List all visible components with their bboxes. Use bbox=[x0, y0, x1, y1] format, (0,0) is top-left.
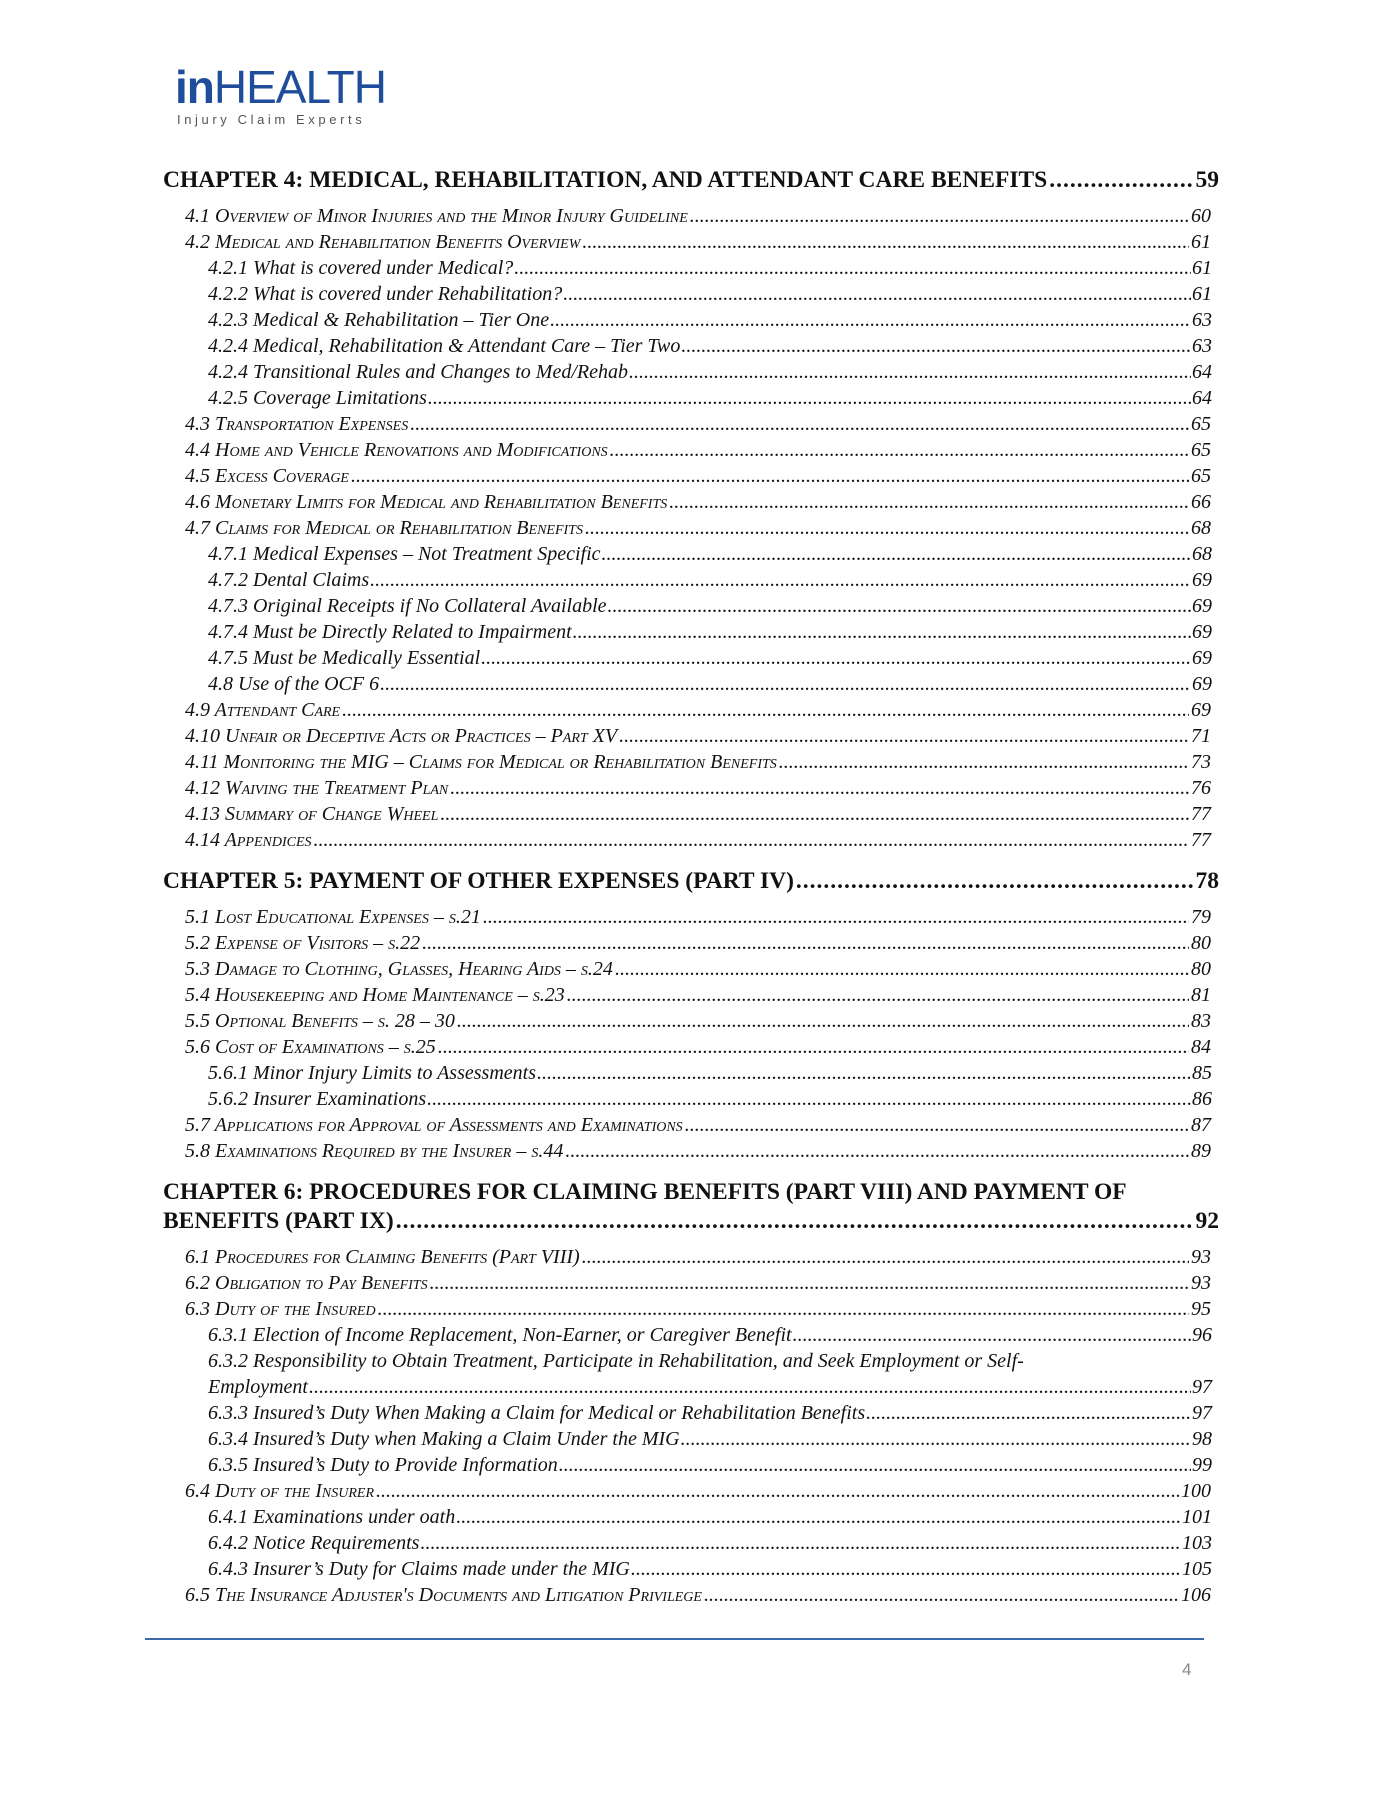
chapter-page: 59 bbox=[1195, 167, 1219, 193]
dot-leader bbox=[342, 697, 1189, 723]
toc-entry[interactable] bbox=[208, 567, 1212, 593]
toc-entry-text: 5.6.1 Minor Injury Limits to Assessments bbox=[208, 1062, 536, 1084]
toc-entry-text: 4.8 Use of the OCF 6 bbox=[208, 673, 380, 695]
toc-entry-page: 79 bbox=[1191, 906, 1211, 928]
toc-entry-text: 6.3 Duty of the Insured bbox=[185, 1298, 376, 1320]
toc-entry-page: 63 bbox=[1192, 309, 1212, 331]
toc-entry[interactable] bbox=[208, 333, 1212, 359]
toc-entry-page: 68 bbox=[1191, 517, 1211, 539]
toc-entry-text: 6.2 Obligation to Pay Benefits bbox=[185, 1272, 428, 1294]
toc-entry-text: 6.3.5 Insured’s Duty to Provide Information bbox=[208, 1454, 558, 1476]
dot-leader bbox=[685, 1112, 1189, 1138]
dot-leader bbox=[428, 385, 1191, 411]
toc-entry-page: 65 bbox=[1191, 413, 1211, 435]
toc-entry-page: 86 bbox=[1192, 1088, 1212, 1110]
dot-leader bbox=[582, 1244, 1189, 1270]
toc-entry-text: 4.3 Transportation Expenses bbox=[185, 413, 409, 435]
dot-leader bbox=[430, 1270, 1189, 1296]
toc-entry[interactable] bbox=[208, 1504, 1212, 1530]
dot-leader bbox=[779, 749, 1189, 775]
toc-entry-text: 4.2 Medical and Rehabilitation Benefits Overview bbox=[185, 231, 581, 253]
toc-entry-text: 4.2.3 Medical & Rehabilitation – Tier One bbox=[208, 309, 550, 331]
toc-entry[interactable] bbox=[208, 619, 1212, 645]
dot-leader bbox=[629, 359, 1191, 385]
toc-entry-text: 4.7.3 Original Receipts if No Collateral Available bbox=[208, 595, 607, 617]
toc-entry[interactable] bbox=[185, 203, 1211, 229]
toc-entry[interactable] bbox=[185, 463, 1211, 489]
toc-entry[interactable] bbox=[185, 489, 1211, 515]
toc-entry-page: 83 bbox=[1191, 1010, 1211, 1032]
toc-entry[interactable] bbox=[208, 541, 1212, 567]
logo-health: HEALTH bbox=[213, 61, 386, 113]
toc-entry-page: 97 bbox=[1192, 1402, 1212, 1424]
toc-entry[interactable] bbox=[185, 930, 1211, 956]
toc-entry[interactable] bbox=[185, 801, 1211, 827]
dot-leader bbox=[704, 1582, 1179, 1608]
toc-entry-text: 4.10 Unfair or Deceptive Acts or Practices – Part XV bbox=[185, 725, 618, 747]
toc-entry-page: 68 bbox=[1192, 543, 1212, 565]
toc-entry-page: 77 bbox=[1191, 803, 1211, 825]
dot-leader bbox=[585, 515, 1189, 541]
toc-entry[interactable] bbox=[185, 1112, 1211, 1138]
toc-entry[interactable] bbox=[208, 1348, 1212, 1400]
dot-leader bbox=[380, 671, 1191, 697]
dot-leader bbox=[582, 229, 1189, 255]
chapter-title: CHAPTER 4: MEDICAL, REHABILITATION, AND ATTENDANT CARE BENEFITS bbox=[163, 167, 1048, 193]
toc-entry[interactable] bbox=[185, 1008, 1211, 1034]
toc-entry-text: 5.8 Examinations Required by the Insurer – s.44 bbox=[185, 1140, 564, 1162]
toc-entry-text: 5.2 Expense of Visitors – s.22 bbox=[185, 932, 421, 954]
dot-leader bbox=[396, 1207, 1194, 1236]
toc-entry[interactable] bbox=[208, 1400, 1212, 1426]
toc-entry-text: 5.1 Lost Educational Expenses – s.21 bbox=[185, 906, 481, 928]
chapter-heading[interactable] bbox=[163, 867, 1219, 896]
toc-entry-page: 95 bbox=[1191, 1298, 1211, 1320]
toc-entry-page: 69 bbox=[1192, 673, 1212, 695]
toc-entry-text: 6.3.3 Insured’s Duty When Making a Claim for Medical or Rehabilitation Benefits bbox=[208, 1402, 866, 1424]
dot-leader bbox=[309, 1374, 1191, 1400]
toc-entry[interactable] bbox=[185, 1138, 1211, 1164]
toc-entry-text: 5.6 Cost of Examinations – s.25 bbox=[185, 1036, 436, 1058]
toc-entry-text: 4.13 Summary of Change Wheel bbox=[185, 803, 439, 825]
toc-entry[interactable] bbox=[185, 1034, 1211, 1060]
toc-entry-text: 6.3.1 Election of Income Replacement, Non-Earner, or Caregiver Benefit bbox=[208, 1324, 792, 1346]
toc-entry[interactable] bbox=[185, 1478, 1211, 1504]
toc-entry[interactable] bbox=[208, 671, 1212, 697]
toc-entry-page: 106 bbox=[1181, 1584, 1211, 1606]
dot-leader bbox=[514, 255, 1191, 281]
toc-entry-text: 6.1 Procedures for Claiming Benefits (Part VIII) bbox=[185, 1246, 580, 1268]
toc-entry[interactable] bbox=[208, 255, 1212, 281]
dot-leader bbox=[631, 1556, 1181, 1582]
dot-leader bbox=[793, 1322, 1191, 1348]
toc-entry-text: 4.7.2 Dental Claims bbox=[208, 569, 370, 591]
toc-entry-text: 4.2.2 What is covered under Rehabilitation? bbox=[208, 283, 563, 305]
toc-entry-page: 64 bbox=[1192, 387, 1212, 409]
footer-rule bbox=[145, 1638, 1204, 1640]
toc-entry-text: 4.2.1 What is covered under Medical? bbox=[208, 257, 514, 279]
toc-entry-page: 97 bbox=[1192, 1376, 1212, 1398]
logo-wordmark bbox=[175, 61, 386, 113]
toc-entry-page: 69 bbox=[1191, 699, 1211, 721]
toc-entry-text: 5.5 Optional Benefits – s. 28 – 30 bbox=[185, 1010, 455, 1032]
chapter-title: BENEFITS (PART IX) bbox=[163, 1208, 394, 1234]
toc-entry-page: 81 bbox=[1191, 984, 1211, 1006]
toc-entry-page: 61 bbox=[1192, 257, 1212, 279]
dot-leader bbox=[681, 333, 1191, 359]
logo-tagline: Injury Claim Experts bbox=[177, 112, 366, 127]
table-of-contents bbox=[163, 160, 1219, 1608]
toc-entry[interactable] bbox=[185, 827, 1211, 853]
inhealth-logo bbox=[175, 61, 386, 127]
chapter-heading[interactable] bbox=[163, 166, 1219, 195]
toc-entry[interactable] bbox=[185, 723, 1211, 749]
toc-entry[interactable] bbox=[185, 749, 1211, 775]
dot-leader bbox=[376, 1478, 1179, 1504]
toc-entry[interactable] bbox=[208, 385, 1212, 411]
toc-entry-text: 4.6 Monetary Limits for Medical and Rehabilitation Benefits bbox=[185, 491, 668, 513]
toc-entry-page: 101 bbox=[1182, 1506, 1212, 1528]
toc-entry[interactable] bbox=[208, 359, 1212, 385]
toc-entry-page: 63 bbox=[1192, 335, 1212, 357]
toc-entry-text: 6.4.2 Notice Requirements bbox=[208, 1532, 420, 1554]
toc-entry-page: 89 bbox=[1191, 1140, 1211, 1162]
toc-entry[interactable] bbox=[185, 697, 1211, 723]
toc-entry-text: 4.2.4 Transitional Rules and Changes to Med/Rehab bbox=[208, 361, 628, 383]
dot-leader bbox=[619, 723, 1189, 749]
toc-entry-page: 105 bbox=[1182, 1558, 1212, 1580]
dot-leader bbox=[690, 203, 1189, 229]
toc-entry-text: 4.2.5 Coverage Limitations bbox=[208, 387, 427, 409]
toc-entry-page: 69 bbox=[1192, 621, 1212, 643]
dot-leader bbox=[422, 930, 1189, 956]
dot-leader bbox=[438, 1034, 1189, 1060]
toc-entry[interactable] bbox=[185, 904, 1211, 930]
dot-leader bbox=[1049, 166, 1193, 195]
toc-entry-text: 6.4 Duty of the Insurer bbox=[185, 1480, 374, 1502]
dot-leader bbox=[378, 1296, 1189, 1322]
dot-leader bbox=[370, 567, 1191, 593]
toc-entry-text: 5.3 Damage to Clothing, Glasses, Hearing Aids – s.24 bbox=[185, 958, 613, 980]
toc-entry-text: 4.11 Monitoring the MIG – Claims for Medical or Rehabilitation Benefits bbox=[185, 751, 777, 773]
toc-entry-page: 103 bbox=[1182, 1532, 1212, 1554]
dot-leader bbox=[669, 489, 1189, 515]
toc-entry-text: 4.7 Claims for Medical or Rehabilitation Benefits bbox=[185, 517, 583, 539]
toc-entry-page: 96 bbox=[1192, 1324, 1212, 1346]
toc-entry-text: 5.7 Applications for Approval of Assessments and Examinations bbox=[185, 1114, 683, 1136]
dot-leader bbox=[610, 437, 1189, 463]
toc-entry-page: 80 bbox=[1191, 932, 1211, 954]
toc-entry[interactable] bbox=[208, 1426, 1212, 1452]
toc-entry[interactable] bbox=[208, 281, 1212, 307]
toc-entry-text: 4.7.5 Must be Medically Essential bbox=[208, 647, 481, 669]
toc-entry-page: 65 bbox=[1191, 439, 1211, 461]
toc-entry[interactable] bbox=[208, 1322, 1212, 1348]
toc-entry[interactable] bbox=[185, 1582, 1211, 1608]
toc-entry[interactable] bbox=[208, 1086, 1212, 1112]
toc-entry-text: 4.9 Attendant Care bbox=[185, 699, 341, 721]
chapter-title-line1: CHAPTER 6: PROCEDURES FOR CLAIMING BENEFITS (PART VIII) AND PAYMENT OF bbox=[163, 1179, 1127, 1205]
dot-leader bbox=[866, 1400, 1191, 1426]
toc-entry-text-line1: 6.3.2 Responsibility to Obtain Treatment, Participate in Rehabilitation, and Seek Employment or Self- bbox=[208, 1350, 1024, 1372]
dot-leader bbox=[420, 1530, 1181, 1556]
toc-entry-text: 4.5 Excess Coverage bbox=[185, 465, 349, 487]
toc-entry-page: 100 bbox=[1181, 1480, 1211, 1502]
toc-entry-text: Employment bbox=[208, 1376, 308, 1398]
toc-entry-page: 77 bbox=[1191, 829, 1211, 851]
toc-entry-page: 61 bbox=[1191, 231, 1211, 253]
toc-entry-text: 4.4 Home and Vehicle Renovations and Modifications bbox=[185, 439, 608, 461]
toc-entry-text: 6.5 The Insurance Adjuster's Documents and Litigation Privilege bbox=[185, 1584, 702, 1606]
dot-leader bbox=[483, 904, 1189, 930]
toc-entry-page: 87 bbox=[1191, 1114, 1211, 1136]
toc-entry[interactable] bbox=[185, 1270, 1211, 1296]
toc-entry[interactable] bbox=[185, 982, 1211, 1008]
toc-entry[interactable] bbox=[208, 593, 1212, 619]
toc-entry-page: 99 bbox=[1192, 1454, 1212, 1476]
toc-entry-page: 69 bbox=[1192, 595, 1212, 617]
toc-entry-page: 93 bbox=[1191, 1272, 1211, 1294]
toc-entry[interactable] bbox=[185, 411, 1211, 437]
toc-entry[interactable] bbox=[185, 775, 1211, 801]
dot-leader bbox=[450, 775, 1189, 801]
toc-entry[interactable] bbox=[185, 1296, 1211, 1322]
toc-entry-text: 4.7.1 Medical Expenses – Not Treatment Specific bbox=[208, 543, 601, 565]
toc-entry[interactable] bbox=[208, 1452, 1212, 1478]
toc-entry-page: 60 bbox=[1191, 205, 1211, 227]
dot-leader bbox=[481, 645, 1191, 671]
dot-leader bbox=[314, 827, 1189, 853]
toc-entry[interactable] bbox=[185, 229, 1211, 255]
dot-leader bbox=[563, 281, 1191, 307]
toc-entry-page: 71 bbox=[1191, 725, 1211, 747]
toc-entry-text: 4.14 Appendices bbox=[185, 829, 312, 851]
toc-entry-page: 85 bbox=[1192, 1062, 1212, 1084]
dot-leader bbox=[457, 1008, 1189, 1034]
chapter-title: CHAPTER 5: PAYMENT OF OTHER EXPENSES (PART IV) bbox=[163, 868, 794, 894]
toc-entry-text: 4.1 Overview of Minor Injuries and the Minor Injury Guideline bbox=[185, 205, 688, 227]
toc-entry-page: 84 bbox=[1191, 1036, 1211, 1058]
toc-entry-page: 73 bbox=[1191, 751, 1211, 773]
dot-leader bbox=[602, 541, 1191, 567]
page-number: 4 bbox=[1182, 1660, 1192, 1679]
dot-leader bbox=[615, 956, 1189, 982]
dot-leader bbox=[456, 1504, 1181, 1530]
toc-entry-page: 93 bbox=[1191, 1246, 1211, 1268]
toc-entry-page: 65 bbox=[1191, 465, 1211, 487]
toc-entry-text: 6.4.1 Examinations under oath bbox=[208, 1506, 456, 1528]
toc-entry-page: 98 bbox=[1192, 1428, 1212, 1450]
toc-entry[interactable] bbox=[208, 1556, 1212, 1582]
chapter-page: 78 bbox=[1195, 868, 1219, 894]
toc-entry-page: 80 bbox=[1191, 958, 1211, 980]
toc-entry[interactable] bbox=[185, 437, 1211, 463]
toc-entry[interactable] bbox=[208, 1060, 1212, 1086]
toc-entry-text: 5.4 Housekeeping and Home Maintenance – s.23 bbox=[185, 984, 565, 1006]
toc-entry-text: 6.3.4 Insured’s Duty when Making a Claim Under the MIG bbox=[208, 1428, 680, 1450]
toc-entry[interactable] bbox=[185, 1244, 1211, 1270]
toc-entry-page: 76 bbox=[1191, 777, 1211, 799]
toc-entry[interactable] bbox=[208, 307, 1212, 333]
toc-entry[interactable] bbox=[208, 645, 1212, 671]
toc-entry[interactable] bbox=[208, 1530, 1212, 1556]
dot-leader bbox=[559, 1452, 1191, 1478]
toc-entry-page: 61 bbox=[1192, 283, 1212, 305]
dot-leader bbox=[565, 1138, 1189, 1164]
chapter-heading[interactable] bbox=[163, 1178, 1219, 1236]
toc-entry-page: 69 bbox=[1192, 647, 1212, 669]
toc-entry-page: 64 bbox=[1192, 361, 1212, 383]
dot-leader bbox=[796, 867, 1194, 896]
toc-entry[interactable] bbox=[185, 956, 1211, 982]
dot-leader bbox=[427, 1086, 1191, 1112]
logo-in: in bbox=[175, 61, 214, 113]
toc-entry-text: 4.2.4 Medical, Rehabilitation & Attendant Care – Tier Two bbox=[208, 335, 681, 357]
toc-entry-text: 4.12 Waiving the Treatment Plan bbox=[185, 777, 449, 799]
toc-entry-text: 5.6.2 Insurer Examinations bbox=[208, 1088, 427, 1110]
toc-entry[interactable] bbox=[185, 515, 1211, 541]
dot-leader bbox=[608, 593, 1192, 619]
chapter-page: 92 bbox=[1195, 1208, 1219, 1234]
toc-entry-page: 66 bbox=[1191, 491, 1211, 513]
dot-leader bbox=[550, 307, 1191, 333]
dot-leader bbox=[567, 982, 1189, 1008]
dot-leader bbox=[573, 619, 1191, 645]
dot-leader bbox=[681, 1426, 1191, 1452]
toc-entry-text: 6.4.3 Insurer’s Duty for Claims made under the MIG bbox=[208, 1558, 630, 1580]
toc-entry-page: 69 bbox=[1192, 569, 1212, 591]
dot-leader bbox=[440, 801, 1189, 827]
dot-leader bbox=[351, 463, 1189, 489]
dot-leader bbox=[537, 1060, 1191, 1086]
dot-leader bbox=[410, 411, 1189, 437]
toc-entry-text: 4.7.4 Must be Directly Related to Impairment bbox=[208, 621, 572, 643]
